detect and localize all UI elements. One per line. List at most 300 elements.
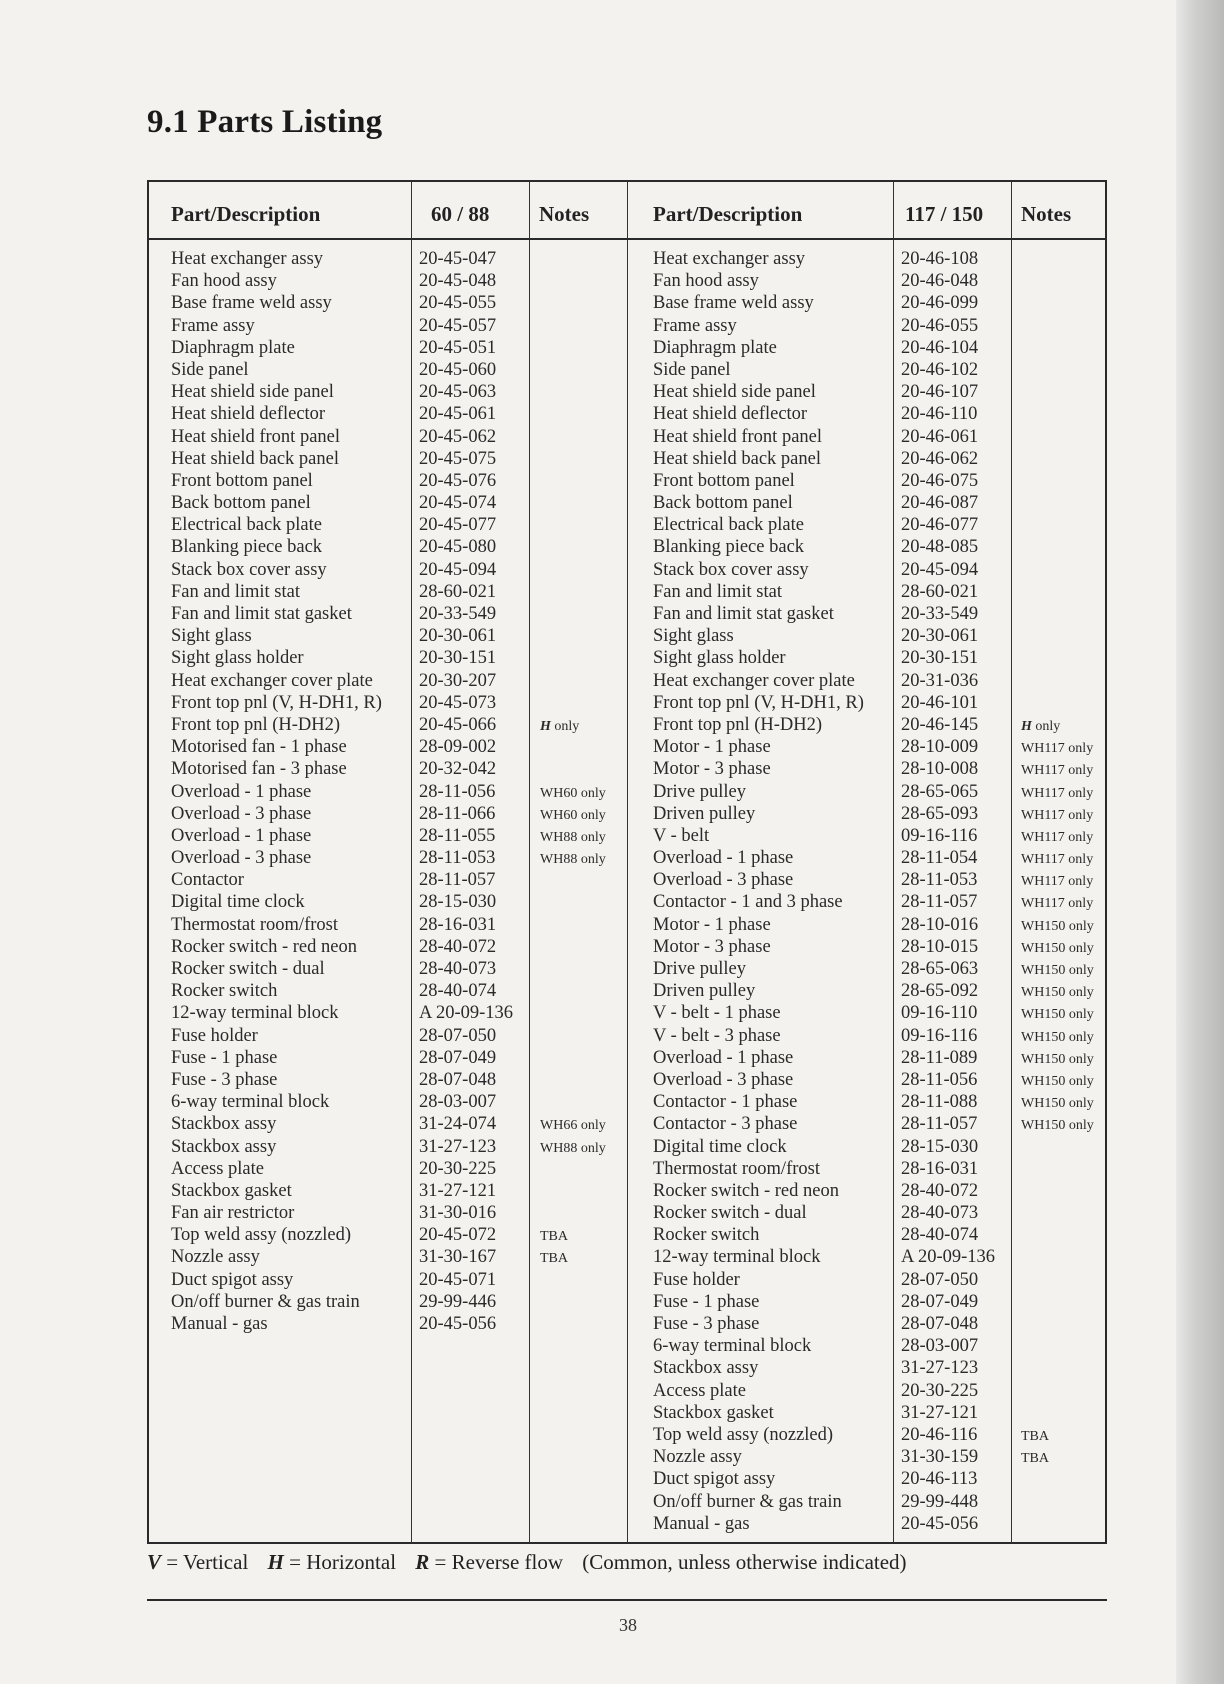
- left-part-description: Fuse holder: [171, 1025, 258, 1046]
- left-part-number: 20-30-061: [419, 626, 497, 647]
- legend-h-key: H: [267, 1550, 284, 1574]
- right-part-number: 20-46-108: [901, 249, 979, 269]
- right-part-description: Frame assy: [653, 315, 737, 336]
- left-part-number: 20-45-094: [419, 559, 497, 580]
- table-row: [149, 1380, 1105, 1402]
- left-part-number: 20-45-051: [419, 337, 497, 358]
- table-row: [149, 1402, 1105, 1424]
- right-notes: WH150 only: [1021, 1029, 1094, 1045]
- legend-note: (Common, unless otherwise indicated): [582, 1550, 907, 1574]
- right-part-number: 20-30-151: [901, 648, 979, 669]
- left-part-description: Fuse - 1 phase: [171, 1047, 278, 1068]
- table-row: [149, 1025, 1105, 1047]
- right-part-number: 28-03-007: [901, 1336, 979, 1357]
- right-part-description: Front top pnl (H-DH2): [653, 714, 823, 735]
- right-part-description: Heat exchanger assy: [653, 249, 806, 269]
- right-part-description: Stackbox assy: [653, 1358, 759, 1379]
- left-part-number: 20-45-075: [419, 448, 497, 469]
- table-row: [149, 1424, 1105, 1446]
- table-row: [149, 1291, 1105, 1313]
- right-part-description: Driven pulley: [653, 803, 756, 824]
- right-part-number: 20-46-061: [901, 426, 979, 447]
- left-part-number: 28-40-073: [419, 959, 497, 979]
- table-row: [149, 625, 1105, 647]
- right-part-number: 28-11-053: [901, 870, 978, 891]
- right-part-description: Overload - 1 phase: [653, 848, 794, 869]
- left-part-description: Blanking piece back: [171, 537, 323, 558]
- left-part-description: Contactor: [171, 870, 244, 891]
- table-row: [149, 869, 1105, 891]
- right-part-description: Heat shield side panel: [653, 382, 816, 403]
- parts-table: [147, 180, 1107, 1544]
- right-part-number: 31-27-123: [901, 1358, 979, 1379]
- right-part-description: Sight glass: [653, 626, 734, 647]
- header-divider: [149, 238, 1105, 240]
- right-part-number: 20-46-104: [901, 337, 979, 358]
- table-header-row: [149, 182, 1105, 238]
- header-part-description-right: Part/Description: [653, 202, 803, 226]
- left-part-description: Front top pnl (V, H-DH1, R): [171, 692, 382, 713]
- left-part-description: Fuse - 3 phase: [171, 1069, 278, 1090]
- right-part-description: Manual - gas: [653, 1513, 750, 1534]
- footer-rule: [147, 1599, 1107, 1601]
- left-part-number: 28-60-021: [419, 581, 497, 602]
- right-part-description: Driven pulley: [653, 981, 756, 1002]
- left-part-description: Thermostat room/frost: [171, 914, 338, 935]
- right-part-number: 28-60-021: [901, 581, 979, 602]
- table-row: [149, 1357, 1105, 1379]
- header-notes-right: Notes: [1021, 202, 1072, 226]
- left-part-number: 31-30-016: [419, 1203, 497, 1224]
- table-row: [149, 936, 1105, 958]
- left-part-description: Overload - 1 phase: [171, 825, 312, 846]
- left-notes: TBA: [540, 1229, 568, 1245]
- right-part-number: 28-16-031: [901, 1158, 979, 1179]
- left-part-description: Fan air restrictor: [171, 1203, 295, 1224]
- table-row: [149, 381, 1105, 403]
- left-part-description: Duct spigot assy: [171, 1269, 294, 1290]
- right-part-number: 20-46-102: [901, 359, 979, 380]
- right-part-description: Fan and limit stat: [653, 581, 782, 602]
- right-part-description: Duct spigot assy: [653, 1469, 776, 1490]
- right-notes: WH150 only: [1021, 1096, 1094, 1112]
- right-part-description: Top weld assy (nozzled): [653, 1424, 834, 1445]
- left-part-number: 20-33-549: [419, 604, 497, 624]
- left-part-description: Electrical back plate: [171, 515, 322, 536]
- table-row: [149, 470, 1105, 492]
- left-part-number: 28-11-057: [419, 870, 496, 891]
- left-notes: WH66 only: [540, 1118, 606, 1134]
- header-117-150: 117 / 150: [905, 202, 984, 226]
- right-part-number: 28-10-009: [901, 737, 979, 758]
- table-row: [149, 1047, 1105, 1069]
- legend-r-text: = Reverse flow: [434, 1550, 564, 1574]
- left-part-description: Stackbox assy: [171, 1114, 277, 1135]
- left-part-number: 28-07-048: [419, 1069, 497, 1090]
- header-notes-left: Notes: [539, 202, 590, 226]
- right-notes: WH117 only: [1021, 829, 1094, 845]
- right-part-description: Stackbox gasket: [653, 1402, 774, 1423]
- right-part-description: V - belt - 3 phase: [653, 1025, 781, 1046]
- left-part-description: Side panel: [171, 359, 249, 380]
- right-part-description: Contactor - 3 phase: [653, 1114, 798, 1135]
- right-part-number: 20-31-036: [901, 670, 979, 691]
- left-part-description: Overload - 3 phase: [171, 803, 312, 824]
- table-row: [149, 847, 1105, 869]
- right-part-number: 28-65-063: [901, 959, 979, 979]
- left-notes: WH60 only: [540, 807, 606, 823]
- right-notes: WH150 only: [1021, 940, 1094, 956]
- right-part-description: Heat shield deflector: [653, 404, 808, 425]
- left-part-number: 20-45-066: [419, 714, 497, 735]
- left-part-description: Top weld assy (nozzled): [171, 1225, 352, 1246]
- right-part-description: Heat shield back panel: [653, 448, 821, 469]
- left-part-description: Base frame weld assy: [171, 293, 332, 314]
- left-part-description: Stackbox assy: [171, 1136, 277, 1157]
- right-part-number: 28-11-088: [901, 1092, 978, 1113]
- left-part-description: Heat shield back panel: [171, 448, 339, 469]
- right-part-number: 31-30-159: [901, 1447, 979, 1468]
- header-part-description-left: Part/Description: [171, 202, 321, 226]
- right-part-number: 28-07-049: [901, 1291, 979, 1312]
- right-part-number: 20-46-077: [901, 515, 979, 536]
- table-row: [149, 270, 1105, 292]
- table-row: [149, 958, 1105, 980]
- right-part-description: Rocker switch: [653, 1225, 760, 1246]
- table-row: [149, 1180, 1105, 1202]
- right-part-description: Overload - 1 phase: [653, 1047, 794, 1068]
- left-part-number: 28-03-007: [419, 1092, 497, 1113]
- left-part-number: 28-11-053: [419, 848, 496, 869]
- right-part-number: 28-10-016: [901, 914, 979, 935]
- right-part-number: 20-46-048: [901, 271, 979, 292]
- right-part-description: Contactor - 1 and 3 phase: [653, 892, 843, 913]
- right-part-number: 28-11-056: [901, 1069, 978, 1090]
- left-part-number: 28-15-030: [419, 892, 497, 913]
- left-part-number: 20-32-042: [419, 759, 497, 780]
- table-row: [149, 1446, 1105, 1468]
- right-part-description: Fuse holder: [653, 1269, 740, 1290]
- right-part-description: Overload - 3 phase: [653, 870, 794, 891]
- left-part-description: Motorised fan - 3 phase: [171, 759, 347, 780]
- right-part-description: Back bottom panel: [653, 493, 793, 514]
- left-part-description: Heat exchanger cover plate: [171, 670, 373, 691]
- right-part-number: 20-45-094: [901, 559, 979, 580]
- left-part-description: Motorised fan - 1 phase: [171, 737, 347, 758]
- left-part-number: 28-07-050: [419, 1025, 497, 1046]
- left-part-number: 28-11-056: [419, 781, 496, 802]
- right-part-description: Heat exchanger cover plate: [653, 670, 855, 691]
- left-notes: WH60 only: [540, 785, 606, 801]
- right-part-number: 28-40-072: [901, 1180, 979, 1201]
- left-part-number: 20-30-151: [419, 648, 497, 669]
- left-part-description: Fan and limit stat gasket: [171, 604, 352, 624]
- left-part-description: Fan and limit stat: [171, 581, 300, 602]
- left-part-description: Diaphragm plate: [171, 337, 295, 358]
- left-part-number: 28-16-031: [419, 914, 497, 935]
- right-part-description: Overload - 3 phase: [653, 1069, 794, 1090]
- left-part-description: Overload - 3 phase: [171, 848, 312, 869]
- left-notes: WH88 only: [540, 1140, 606, 1156]
- legend: [147, 1550, 907, 1575]
- right-part-number: 28-11-057: [901, 892, 978, 913]
- right-notes: WH117 only: [1021, 874, 1094, 890]
- table-row: [149, 692, 1105, 714]
- table-row: [149, 1269, 1105, 1291]
- table-row: [149, 1491, 1105, 1513]
- table-row: [149, 1513, 1105, 1535]
- left-part-number: 28-09-002: [419, 737, 497, 758]
- left-part-description: Manual - gas: [171, 1314, 268, 1334]
- left-part-description: Rocker switch - dual: [171, 959, 325, 979]
- right-notes: WH117 only: [1021, 785, 1094, 801]
- right-part-description: Stack box cover assy: [653, 559, 809, 580]
- right-part-number: 28-65-092: [901, 981, 979, 1002]
- header-60-88: 60 / 88: [431, 202, 490, 226]
- left-part-number: 31-30-167: [419, 1247, 497, 1268]
- left-part-number: 20-30-225: [419, 1158, 497, 1179]
- table-row: [149, 315, 1105, 337]
- left-part-number: 20-45-048: [419, 271, 497, 292]
- right-part-number: 20-46-062: [901, 448, 979, 469]
- right-part-description: Nozzle assy: [653, 1447, 742, 1468]
- right-part-number: 29-99-448: [901, 1491, 979, 1512]
- right-notes: WH150 only: [1021, 1073, 1094, 1089]
- table-row: [149, 492, 1105, 514]
- table-row: [149, 803, 1105, 825]
- right-part-number: 20-46-075: [901, 470, 979, 491]
- right-part-number: 28-40-073: [901, 1203, 979, 1224]
- left-notes: H only: [540, 718, 580, 734]
- table-row: [149, 714, 1105, 736]
- right-part-description: Fuse - 1 phase: [653, 1291, 760, 1312]
- right-part-description: Fan hood assy: [653, 271, 759, 292]
- right-part-description: V - belt - 1 phase: [653, 1003, 781, 1024]
- right-part-number: 28-15-030: [901, 1136, 979, 1157]
- right-part-description: Diaphragm plate: [653, 337, 777, 358]
- left-part-number: 20-45-080: [419, 537, 497, 558]
- legend-h-text: = Horizontal: [289, 1550, 397, 1574]
- right-part-description: Electrical back plate: [653, 515, 804, 536]
- left-part-number: 20-45-073: [419, 692, 497, 713]
- left-part-description: 12-way terminal block: [171, 1003, 339, 1024]
- right-part-description: Motor - 3 phase: [653, 759, 771, 780]
- left-part-number: 20-45-056: [419, 1314, 497, 1334]
- table-row: [149, 1335, 1105, 1357]
- left-part-number: 31-27-121: [419, 1180, 497, 1201]
- left-part-number: 29-99-446: [419, 1291, 497, 1312]
- right-part-description: Drive pulley: [653, 781, 746, 802]
- table-row: [149, 758, 1105, 780]
- table-row: [149, 670, 1105, 692]
- legend-v-text: = Vertical: [166, 1550, 249, 1574]
- right-part-description: Front bottom panel: [653, 470, 795, 491]
- right-part-number: 20-46-113: [901, 1469, 978, 1490]
- right-part-description: Drive pulley: [653, 959, 746, 979]
- right-part-description: Rocker switch - dual: [653, 1203, 807, 1224]
- left-part-number: 20-45-074: [419, 493, 497, 514]
- table-row: [149, 1246, 1105, 1268]
- right-part-number: 28-11-054: [901, 848, 978, 869]
- right-part-number: 20-46-110: [901, 404, 978, 425]
- right-part-number: 20-46-116: [901, 1424, 978, 1445]
- right-part-number: 20-46-055: [901, 315, 979, 336]
- right-part-number: 28-07-050: [901, 1269, 979, 1290]
- left-part-description: Sight glass holder: [171, 648, 304, 669]
- left-part-description: Heat shield front panel: [171, 426, 341, 447]
- left-notes: TBA: [540, 1251, 568, 1267]
- right-notes: WH117 only: [1021, 852, 1094, 868]
- left-part-description: Access plate: [171, 1158, 264, 1179]
- right-part-number: 28-11-089: [901, 1047, 978, 1068]
- table-row: [149, 914, 1105, 936]
- right-notes: WH150 only: [1021, 1118, 1094, 1134]
- right-part-description: Motor - 1 phase: [653, 914, 771, 935]
- left-notes: WH88 only: [540, 829, 606, 845]
- right-part-number: 28-11-057: [901, 1114, 978, 1135]
- left-part-number: 20-45-055: [419, 293, 497, 314]
- left-part-number: 20-45-061: [419, 404, 497, 425]
- right-part-description: Access plate: [653, 1380, 746, 1401]
- table-row: [149, 403, 1105, 425]
- right-part-number: 09-16-116: [901, 825, 978, 846]
- right-notes: WH117 only: [1021, 807, 1094, 823]
- table-row: [149, 736, 1105, 758]
- left-part-description: 6-way terminal block: [171, 1092, 330, 1113]
- right-part-number: 20-46-145: [901, 714, 979, 735]
- left-part-number: 28-40-074: [419, 981, 497, 1002]
- table-row: [149, 825, 1105, 847]
- left-part-description: Digital time clock: [171, 892, 305, 913]
- right-part-description: Rocker switch - red neon: [653, 1180, 839, 1201]
- page-title: 9.1 Parts Listing: [147, 104, 383, 140]
- left-part-number: 31-27-123: [419, 1136, 497, 1157]
- right-part-number: 20-33-549: [901, 604, 979, 624]
- left-part-description: Front top pnl (H-DH2): [171, 714, 341, 735]
- right-part-description: Base frame weld assy: [653, 293, 814, 314]
- right-notes: H only: [1021, 718, 1061, 734]
- right-part-description: Heat shield front panel: [653, 426, 823, 447]
- right-notes: WH117 only: [1021, 896, 1094, 912]
- page-edge-shadow: [1176, 0, 1224, 1684]
- table-row: [149, 514, 1105, 536]
- table-row: [149, 448, 1105, 470]
- right-part-description: Motor - 1 phase: [653, 737, 771, 758]
- table-row: [149, 1002, 1105, 1024]
- table-row: [149, 581, 1105, 603]
- right-part-number: 20-45-056: [901, 1513, 979, 1534]
- right-part-description: Sight glass holder: [653, 648, 786, 669]
- table-row: [149, 1313, 1105, 1335]
- right-notes: WH117 only: [1021, 763, 1094, 779]
- table-row: [149, 781, 1105, 803]
- right-part-description: Motor - 3 phase: [653, 936, 771, 957]
- right-part-description: Fuse - 3 phase: [653, 1314, 760, 1334]
- right-part-description: V - belt: [653, 825, 710, 846]
- left-part-description: Frame assy: [171, 315, 255, 336]
- right-notes: TBA: [1021, 1451, 1049, 1467]
- right-part-description: Thermostat room/frost: [653, 1158, 820, 1179]
- right-part-number: 28-65-093: [901, 803, 979, 824]
- legend-v-key: V: [147, 1550, 162, 1574]
- table-row: [149, 1202, 1105, 1224]
- right-part-description: Front top pnl (V, H-DH1, R): [653, 692, 864, 713]
- right-part-number: 09-16-110: [901, 1003, 978, 1024]
- left-part-description: Back bottom panel: [171, 493, 311, 514]
- left-part-description: Heat shield deflector: [171, 404, 326, 425]
- left-part-number: 28-11-066: [419, 803, 496, 824]
- left-part-number: 31-24-074: [419, 1114, 497, 1135]
- right-part-description: 6-way terminal block: [653, 1336, 812, 1357]
- left-part-number: 20-45-072: [419, 1225, 497, 1246]
- right-part-number: 28-40-074: [901, 1225, 979, 1246]
- table-row: [149, 536, 1105, 558]
- table-row: [149, 891, 1105, 913]
- left-part-number: 20-45-063: [419, 382, 497, 403]
- right-part-description: On/off burner & gas train: [653, 1491, 842, 1512]
- left-part-number: 20-45-077: [419, 515, 497, 536]
- left-part-description: Stack box cover assy: [171, 559, 327, 580]
- left-part-description: Rocker switch: [171, 981, 278, 1002]
- right-part-number: 20-48-085: [901, 537, 979, 558]
- table-row: [149, 248, 1105, 270]
- left-part-description: Overload - 1 phase: [171, 781, 312, 802]
- right-part-description: Digital time clock: [653, 1136, 787, 1157]
- table-row: [149, 559, 1105, 581]
- right-part-number: 20-30-225: [901, 1380, 979, 1401]
- right-part-number: 20-30-061: [901, 626, 979, 647]
- left-part-number: 20-45-060: [419, 359, 497, 380]
- left-part-description: On/off burner & gas train: [171, 1291, 360, 1312]
- left-part-number: 28-11-055: [419, 825, 496, 846]
- right-part-description: 12-way terminal block: [653, 1247, 821, 1268]
- table-row: [149, 647, 1105, 669]
- right-notes: WH150 only: [1021, 963, 1094, 978]
- left-part-number: A 20-09-136: [419, 1003, 514, 1024]
- left-notes: WH88 only: [540, 852, 606, 868]
- left-part-number: 28-07-049: [419, 1047, 497, 1068]
- right-part-number: 28-65-065: [901, 781, 979, 802]
- table-row: [149, 1069, 1105, 1091]
- right-part-number: 20-46-087: [901, 493, 979, 514]
- right-part-number: 09-16-116: [901, 1025, 978, 1046]
- right-part-number: 20-46-099: [901, 293, 979, 314]
- left-part-description: Stackbox gasket: [171, 1180, 292, 1201]
- table-row: [149, 1158, 1105, 1180]
- left-part-number: 20-45-047: [419, 249, 497, 269]
- right-part-description: Side panel: [653, 359, 731, 380]
- left-part-number: 20-45-071: [419, 1269, 497, 1290]
- table-row: [149, 1136, 1105, 1158]
- left-part-number: 28-40-072: [419, 936, 497, 957]
- right-part-number: 28-07-048: [901, 1314, 979, 1334]
- table-row: [149, 359, 1105, 381]
- left-part-description: Sight glass: [171, 626, 252, 647]
- right-part-description: Contactor - 1 phase: [653, 1092, 798, 1113]
- page-number: 38: [619, 1615, 637, 1635]
- table-row: [149, 1091, 1105, 1113]
- left-part-description: Fan hood assy: [171, 271, 277, 292]
- right-notes: TBA: [1021, 1428, 1049, 1444]
- right-part-number: 28-10-008: [901, 759, 979, 780]
- right-notes: WH150 only: [1021, 1007, 1094, 1023]
- right-part-number: 28-10-015: [901, 936, 979, 957]
- right-part-number: 31-27-121: [901, 1402, 979, 1423]
- left-part-number: 20-45-062: [419, 426, 497, 447]
- left-part-number: 20-45-057: [419, 315, 497, 336]
- table-row: [149, 603, 1105, 625]
- right-notes: WH150 only: [1021, 985, 1094, 1001]
